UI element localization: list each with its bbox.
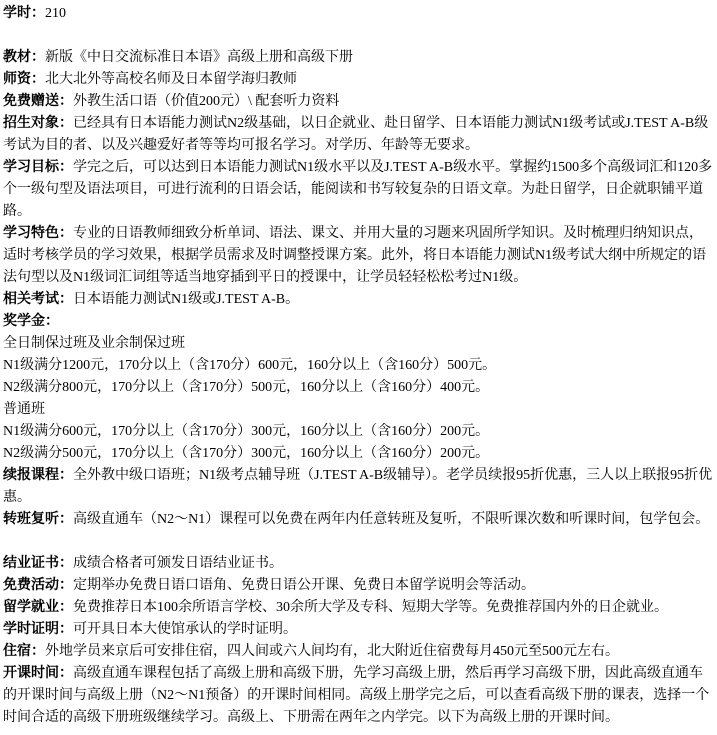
field-label: 教材： <box>3 50 45 65</box>
field-row <box>3 421 715 443</box>
field-value: 已经具有日本语能力测试N2级基础，以日企就业、赴日留学、日本语能力测试N1级考试或J.TEST A-B级考试为目的者、以及兴趣爱好者等等均可报名学习。对学历、年龄等无要求。 <box>3 116 709 153</box>
field-value: 专业的日语教师细致分析单词、语法、课文、并用大量的习题来巩固所学知识。及时梳理归纳知识点，适时考核学员的学习效果，根据学员需求及时调整授课方案。此外，将日本语能力测试N1级考试大纲中所规定的语法句型以及N1级词汇词组等适当地穿插到平日的授课中，让学员轻轻松松考过N1级。 <box>3 226 707 285</box>
field-row <box>3 597 715 619</box>
field-row <box>3 311 715 333</box>
field-label: 开课时间： <box>3 666 73 681</box>
field-label: 招生对象： <box>3 116 73 131</box>
field-value: N2级满分500元，170分以上（含170分）300元，160分以上（含160分）200元。 <box>3 446 490 461</box>
field-row <box>3 289 715 311</box>
field-value: N2级满分800元，170分以上（含170分）500元，160分以上（含160分）400元。 <box>3 380 490 395</box>
field-row <box>3 69 715 91</box>
field-row <box>3 91 715 113</box>
field-label: 学时： <box>3 6 45 21</box>
field-label: 免费赠送： <box>3 94 73 109</box>
field-value: 可开具日本大使馆承认的学时证明。 <box>73 622 297 637</box>
field-label: 结业证书： <box>3 556 73 571</box>
field-value: 全日制保过班及业余制保过班 <box>3 336 185 351</box>
field-label: 奖学金： <box>3 314 59 329</box>
field-value: 北大北外等高校名师及日本留学海归教师 <box>45 72 297 87</box>
field-row <box>3 641 715 663</box>
field-label: 转班复听： <box>3 512 73 527</box>
field-value: 成绩合格者可颁发日语结业证书。 <box>73 556 283 571</box>
field-row <box>3 25 715 47</box>
field-value: 日本语能力测试N1级或J.TEST A-B。 <box>73 292 300 307</box>
field-value: 普通班 <box>3 402 45 417</box>
field-label: 相关考试： <box>3 292 73 307</box>
field-row <box>3 443 715 465</box>
field-row <box>3 333 715 355</box>
field-label: 师资： <box>3 72 45 87</box>
field-value: N1级满分1200元，170分以上（含170分）600元，160分以上（含160分）500元。 <box>3 358 497 373</box>
field-row <box>3 663 715 729</box>
field-label: 免费活动： <box>3 578 73 593</box>
field-row <box>3 377 715 399</box>
field-label: 续报课程： <box>3 468 73 483</box>
field-value: 定期举办免费日语口语角、免费日语公开课、免费日本留学说明会等活动。 <box>73 578 535 593</box>
field-value: 外地学员来京后可安排住宿，四人间或六人间均有，北大附近住宿费每月450元至500元左右。 <box>45 644 619 659</box>
field-row <box>3 465 715 509</box>
field-row <box>3 223 715 289</box>
field-label: 学习目标： <box>3 160 73 175</box>
field-value: 学完之后，可以达到日本语能力测试N1级水平以及J.TEST A-B级水平。掌握约1500多个高级词汇和120多个一级句型及语法项目，可进行流利的日语会话，能阅读和书写较复杂的日语文章。为赴日留学，日企就职铺平道路。 <box>3 160 713 219</box>
field-row <box>3 531 715 553</box>
field-row <box>3 575 715 597</box>
field-value: 高级直通车（N2～N1）课程可以免费在两年内任意转班及复听，不限听课次数和听课时间，包学包会。 <box>73 512 710 527</box>
field-row <box>3 157 715 223</box>
field-row <box>3 509 715 531</box>
field-label: 学习特色： <box>3 226 73 241</box>
field-value: 全外教中级口语班；N1级考点辅导班（J.TEST A-B级辅导）。老学员续报95折优惠，三人以上联报95折优惠。 <box>3 468 713 505</box>
field-row <box>3 399 715 421</box>
field-row <box>3 3 715 25</box>
field-row <box>3 355 715 377</box>
field-value: 外教生活口语（价值200元）\ 配套听力资料 <box>73 94 340 109</box>
field-value: 新版《中日交流标准日本语》高级上册和高级下册 <box>45 50 353 65</box>
field-value: N1级满分600元，170分以上（含170分）300元，160分以上（含160分）200元。 <box>3 424 490 439</box>
field-row <box>3 113 715 157</box>
field-label: 学时证明： <box>3 622 73 637</box>
field-label: 留学就业： <box>3 600 73 615</box>
field-row <box>3 553 715 575</box>
field-value: 免费推荐日本100余所语言学校、30余所大学及专科、短期大学等。免费推荐国内外的日企就业。 <box>73 600 668 615</box>
field-value: 210 <box>45 6 66 21</box>
field-row <box>3 619 715 641</box>
field-row <box>3 47 715 69</box>
field-label: 住宿： <box>3 644 45 659</box>
field-value: 高级直通车课程包括了高级上册和高级下册，先学习高级上册，然后再学习高级下册，因此高级直通车的开课时间与高级上册（N2～N1预备）的开课时间相同。高级上册学完之后，可以查看高级下册的课表，选择一个时间合适的高级下册班级继续学习。高级上、下册需在两年之内学完。以下为高级上册的开课时间。 <box>3 666 710 725</box>
